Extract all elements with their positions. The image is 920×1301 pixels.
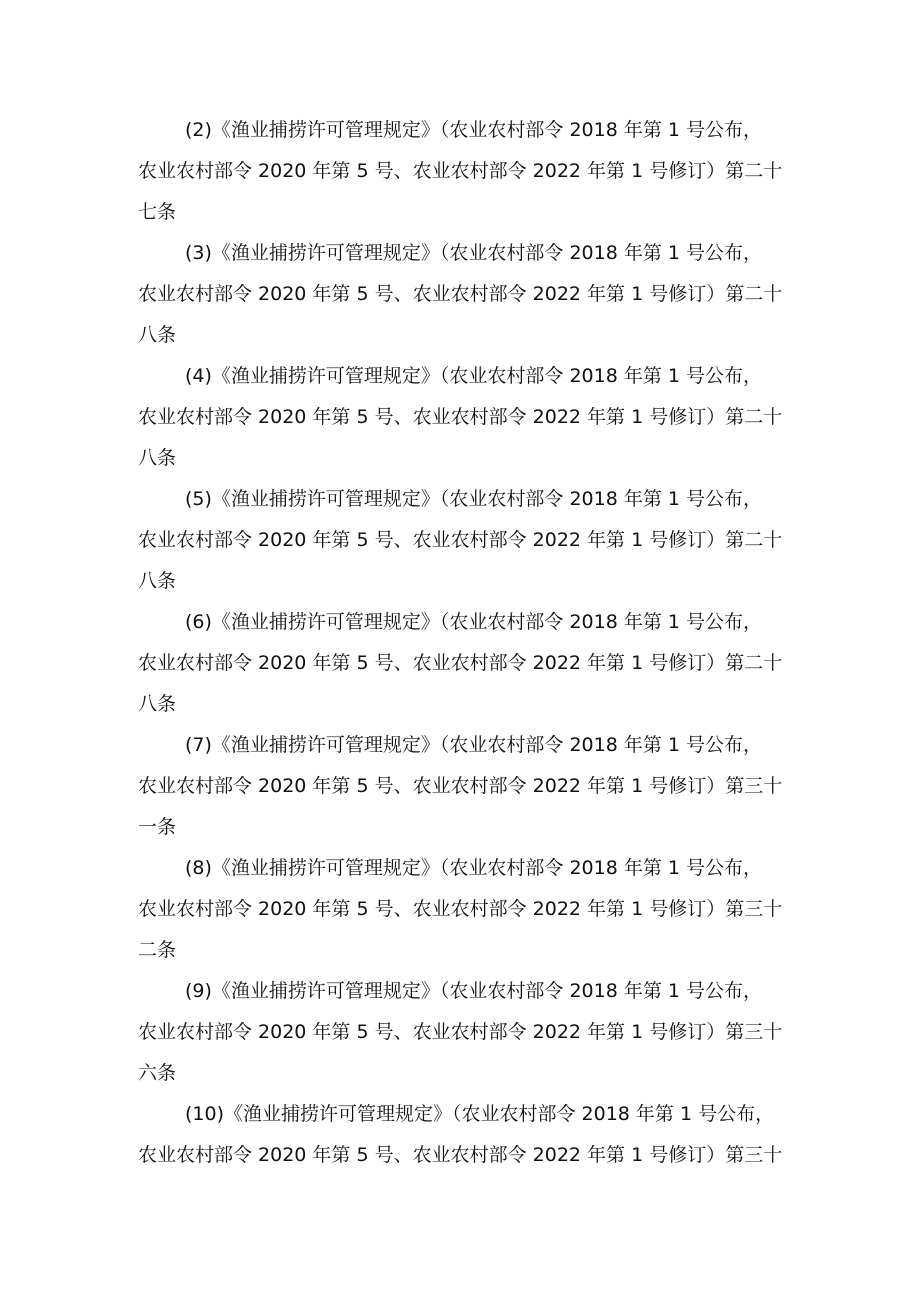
item-line-2: 农业农村部令 2020 年第 5 号、农业农村部令 2022 年第 1 号修订）第三十 xyxy=(138,775,783,797)
legal-basis-item-3 xyxy=(138,233,798,356)
legal-basis-item-7 xyxy=(138,725,798,848)
item-line-2: 农业农村部令 2020 年第 5 号、农业农村部令 2022 年第 1 号修订）第二十 xyxy=(138,652,783,674)
item-line-1: (8)《渔业捕捞许可管理规定》（农业农村部令 2018 年第 1 号公布， xyxy=(185,857,763,879)
item-line-3: 二条 xyxy=(138,939,177,961)
item-line-2: 农业农村部令 2020 年第 5 号、农业农村部令 2022 年第 1 号修订）第三十 xyxy=(138,1021,783,1043)
legal-basis-item-10 xyxy=(138,1094,798,1176)
item-line-2: 农业农村部令 2020 年第 5 号、农业农村部令 2022 年第 1 号修订）第三十 xyxy=(138,1144,783,1166)
item-line-1: (3)《渔业捕捞许可管理规定》（农业农村部令 2018 年第 1 号公布， xyxy=(185,242,763,264)
legal-basis-item-9 xyxy=(138,971,798,1094)
item-line-2: 农业农村部令 2020 年第 5 号、农业农村部令 2022 年第 1 号修订）第二十 xyxy=(138,160,783,182)
item-line-1: (10)《渔业捕捞许可管理规定》（农业农村部令 2018 年第 1 号公布， xyxy=(185,1103,775,1125)
legal-basis-item-6 xyxy=(138,602,798,725)
item-line-3: 八条 xyxy=(138,693,177,715)
item-line-1: (4)《渔业捕捞许可管理规定》（农业农村部令 2018 年第 1 号公布， xyxy=(185,365,763,387)
legal-basis-item-2 xyxy=(138,110,798,233)
item-line-3: 八条 xyxy=(138,570,177,592)
document-body xyxy=(138,110,798,1176)
legal-basis-item-5 xyxy=(138,479,798,602)
item-line-1: (6)《渔业捕捞许可管理规定》（农业农村部令 2018 年第 1 号公布， xyxy=(185,611,763,633)
item-line-2: 农业农村部令 2020 年第 5 号、农业农村部令 2022 年第 1 号修订）第二十 xyxy=(138,406,783,428)
item-line-1: (2)《渔业捕捞许可管理规定》（农业农村部令 2018 年第 1 号公布， xyxy=(185,119,763,141)
legal-basis-item-4 xyxy=(138,356,798,479)
item-line-2: 农业农村部令 2020 年第 5 号、农业农村部令 2022 年第 1 号修订）第二十 xyxy=(138,283,783,305)
item-line-1: (5)《渔业捕捞许可管理规定》（农业农村部令 2018 年第 1 号公布， xyxy=(185,488,763,510)
item-line-1: (7)《渔业捕捞许可管理规定》（农业农村部令 2018 年第 1 号公布， xyxy=(185,734,763,756)
item-line-3: 八条 xyxy=(138,324,177,346)
item-line-3: 七条 xyxy=(138,201,177,223)
item-line-3: 一条 xyxy=(138,816,177,838)
legal-basis-item-8 xyxy=(138,848,798,971)
item-line-1: (9)《渔业捕捞许可管理规定》（农业农村部令 2018 年第 1 号公布， xyxy=(185,980,763,1002)
item-line-3: 八条 xyxy=(138,447,177,469)
item-line-3: 六条 xyxy=(138,1062,177,1084)
item-line-2: 农业农村部令 2020 年第 5 号、农业农村部令 2022 年第 1 号修订）第三十 xyxy=(138,898,783,920)
item-line-2: 农业农村部令 2020 年第 5 号、农业农村部令 2022 年第 1 号修订）第二十 xyxy=(138,529,783,551)
